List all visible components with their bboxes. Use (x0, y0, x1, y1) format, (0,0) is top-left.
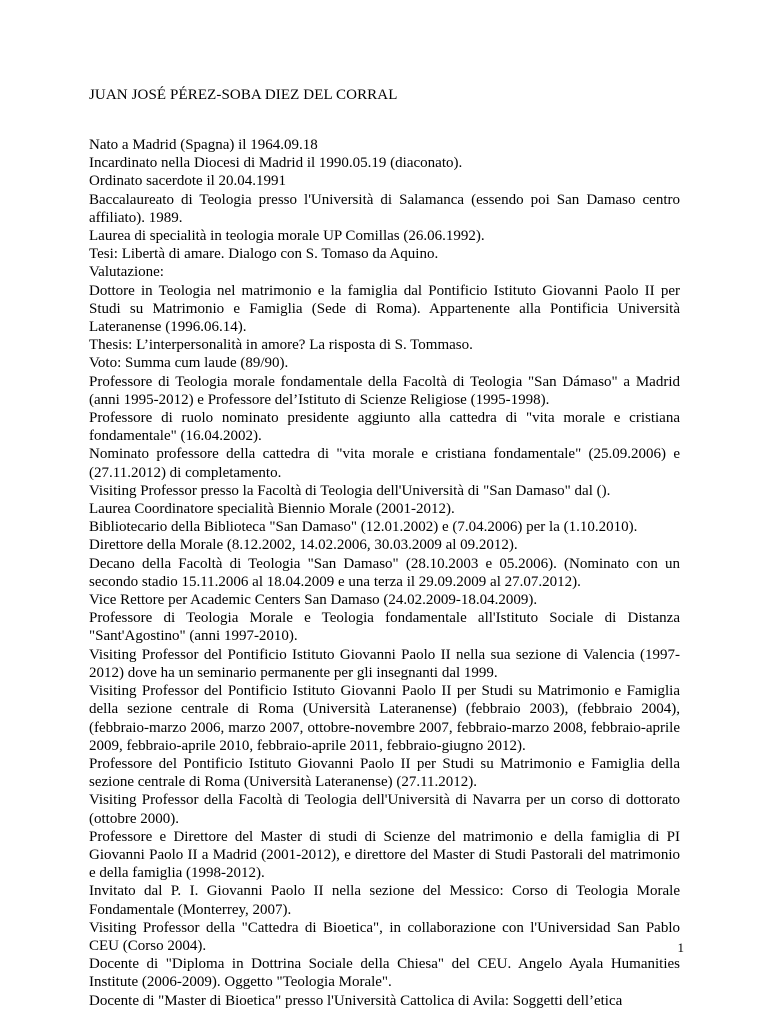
cv-entry: Docente di "Master di Bioetica" presso l'Università Cattolica di Avila: Soggetti dell’etica (89, 992, 623, 1009)
cv-entry: Professore di ruolo nominato presidente aggiunto alla cattedra di "vita morale e cristiana fondamentale" (16.04.2002). (89, 410, 680, 445)
cv-entry: Incardinato nella Diocesi di Madrid il 1990.05.19 (diaconato). (89, 155, 463, 172)
cv-entry: Baccalaureato di Teologia presso l'Università di Salamanca (essendo poi San Damaso centro affiliato). 1989. (89, 191, 680, 226)
cv-entry: Bibliotecario della Biblioteca "San Damaso" (12.01.2002) e (7.04.2006) per la (1.10.2010). (89, 519, 638, 536)
cv-entry: Tesi: Libertà di amare. Dialogo con S. Tomaso da Aquino. (89, 246, 439, 263)
cv-entry: Laurea di specialità in teologia morale UP Comillas (26.06.1992). (89, 228, 485, 245)
document-body (89, 136, 680, 1010)
cv-entry: Visiting Professor presso la Facoltà di Teologia dell'Università di "San Damaso" dal (). (89, 482, 611, 499)
cv-entry: Docente di "Diploma in Dottrina Sociale della Chiesa" del CEU. Angelo Ayala Humanities Institute (2006-2009). Oggetto "Teologia Morale". (89, 956, 680, 991)
cv-entry: Laurea Coordinatore specialità Biennio Morale (2001-2012). (89, 501, 455, 518)
cv-entry: Direttore della Morale (8.12.2002, 14.02.2006, 30.03.2009 al 09.2012). (89, 537, 518, 554)
cv-entry: Decano della Facoltà di Teologia "San Damaso" (28.10.2003 e 05.2006). (Nominato con un secondo stadio 15.11.2006 al 18.04.2009 e una terza il 29.09.2009 al 27.07.2012). (89, 555, 680, 590)
page-number: 1 (677, 940, 684, 955)
cv-entry: Ordinato sacerdote il 20.04.1991 (89, 173, 287, 190)
cv-entry: Invitato dal P. I. Giovanni Paolo II nella sezione del Messico: Corso di Teologia Morale Fondamentale (Monterrey, 2007). (89, 883, 680, 918)
cv-entry: Valutazione: (89, 264, 164, 281)
cv-entry: Thesis: L’interpersonalità in amore? La risposta di S. Tommaso. (89, 337, 473, 354)
cv-entry: Nato a Madrid (Spagna) il 1964.09.18 (89, 137, 318, 153)
cv-entry: Dottore in Teologia nel matrimonio e la famiglia dal Pontificio Istituto Giovanni Paolo II per Studi su Matrimonio e Famiglia (Sede di Roma). Appartenente alla Pontificia Università Lateranense (1996.06.14). (89, 282, 680, 336)
cv-entry: Vice Rettore per Academic Centers San Damaso (24.02.2009-18.04.2009). (89, 592, 538, 609)
cv-entry: Visiting Professor della "Cattedra di Bioetica", in collaborazione con l'Universidad San Pablo CEU (Corso 2004). (89, 919, 680, 954)
cv-entry: Nominato professore della cattedra di "vita morale e cristiana fondamentale" (25.09.2006) e (27.11.2012) di completamento. (89, 446, 680, 481)
cv-entry: Professore di Teologia Morale e Teologia fondamentale all'Istituto Sociale di Distanza "Sant'Agostino" (anni 1997-2010). (89, 610, 680, 645)
cv-entry: Professore del Pontificio Istituto Giovanni Paolo II per Studi su Matrimonio e Famiglia della sezione centrale di Roma (Università Lateranense) (27.11.2012). (89, 755, 680, 791)
cv-entry: Voto: Summa cum laude (89/90). (89, 355, 289, 372)
cv-entry: Visiting Professor del Pontificio Istituto Giovanni Paolo II nella sua sezione di Valencia (1997-2012) dove ha un seminario permanente per gli insegnanti dal 1999. (89, 646, 680, 681)
cv-entry: Professore di Teologia morale fondamentale della Facoltà di Teologia "San Dámaso" a Madrid (anni 1995-2012) e Professore del’Istituto di Scienze Religiose (1995-1998). (89, 373, 680, 408)
cv-entry: Professore e Direttore del Master di studi di Scienze del matrimonio e della famiglia di PI Giovanni Paolo II a Madrid (2001-2012), e direttore del Master di Studi Pastorali del matrimonio e della famiglia (1998-2012). (89, 828, 680, 882)
cv-entry: Visiting Professor della Facoltà di Teologia dell'Università di Navarra per un corso di dottorato (ottobre 2000). (89, 792, 680, 827)
cv-entry: Visiting Professor del Pontificio Istituto Giovanni Paolo II per Studi su Matrimonio e Famiglia della sezione centrale di Roma (Università Lateranense) (febbraio 2003), (febbraio 2004), (febbraio-marzo 2006, marzo 2007, ottobre-novembre 2007, febbraio-marzo 2008, febbraio-aprile 2009, febbraio-aprile 2010, febbraio-aprile 2011, febbraio-giugno 2012). (89, 683, 680, 754)
document-title: JUAN JOSÉ PÉREZ-SOBA DIEZ DEL CORRAL (89, 87, 398, 103)
